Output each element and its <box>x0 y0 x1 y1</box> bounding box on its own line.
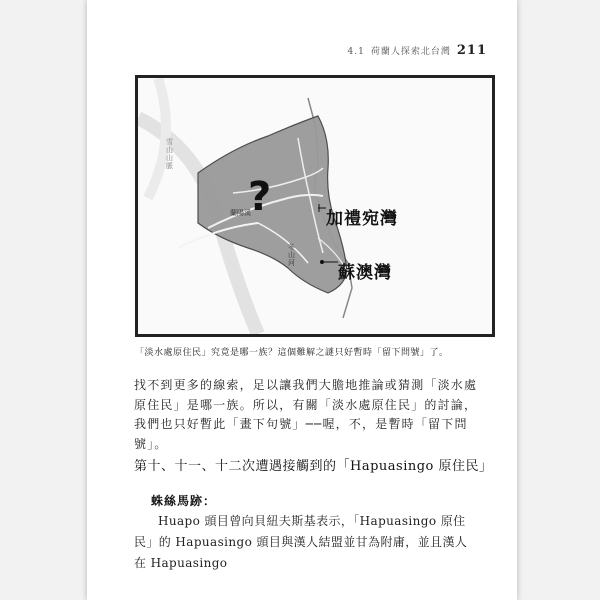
figure-caption: 「淡水處原住民」究竟是哪一族？這個難解之謎只好暫時「留下問號」了。 <box>135 348 449 358</box>
label-suao-bay: 蘇澳灣 <box>338 263 392 283</box>
label-left: 雪山山脈 <box>166 138 173 170</box>
label-inner: 蘭陽溪 <box>230 209 251 217</box>
body-paragraph-2: Huapo 頭目曾向貝紐夫斯基表示，「Hapuasingo 原住民」的 Hapuasingo 頭目與漢人結盟並甘為附庸，並且漢人在 Hapuasingo <box>134 514 468 570</box>
chapter-number: 4.1 <box>347 47 365 57</box>
running-header <box>348 43 487 58</box>
page-number: 211 <box>456 43 487 58</box>
body-paragraph-1: 找不到更多的線索，足以讓我們大膽地推論或猜測「淡水處原住民」是哪一族。所以，有關「淡水處原住民」的討論，我們也只好暫此「畫下句號」──喔，不，是暫時「留下問號」。 <box>134 378 478 451</box>
map-graphic <box>138 78 492 334</box>
running-title: 荷蘭人探索北台灣 <box>370 47 451 57</box>
subheading: 蛛絲馬跡： <box>151 494 217 508</box>
book-page <box>87 0 517 600</box>
label-jialiwan-bay: 加禮宛灣 <box>326 209 398 229</box>
label-river: 冬山河 <box>288 243 295 267</box>
map-figure <box>135 75 495 337</box>
section-title: 第十、十一、十二次遭遇接觸到的「Hapuasingo 原住民」 <box>134 459 493 474</box>
question-mark: ? <box>248 174 272 220</box>
